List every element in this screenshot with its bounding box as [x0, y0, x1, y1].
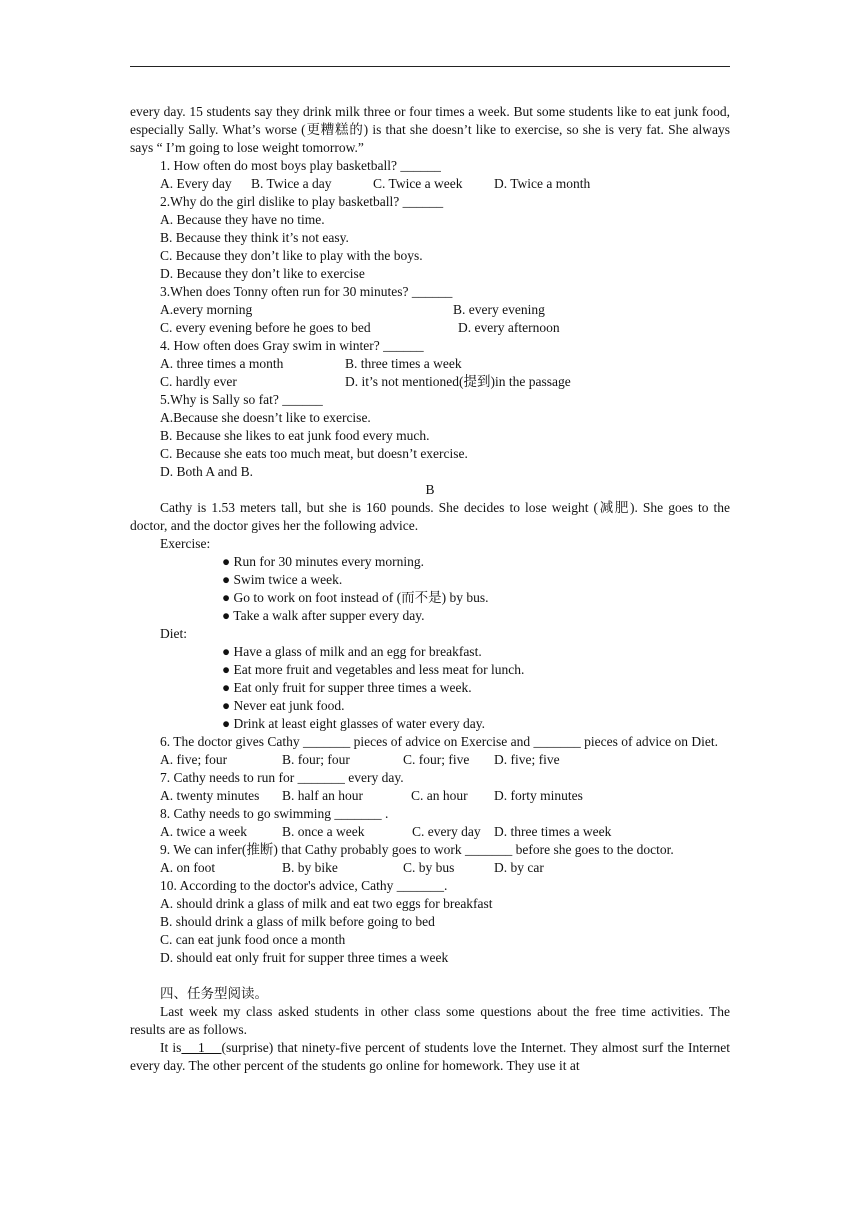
exercise-item: ● Go to work on foot instead of (而不是) by bus.: [222, 590, 489, 605]
question-4-options-row1: [130, 355, 730, 373]
question-3: 3.When does Tonny often run for 30 minutes? ______: [160, 284, 453, 299]
option-b: B. once a week: [282, 824, 365, 839]
question-5-option-c: C. Because she eats too much meat, but doesn’t exercise.: [160, 446, 468, 461]
section-b-intro: Cathy is 1.53 meters tall, but she is 160 pounds. She decides to lose weight (减肥). She goes to the doctor, and the doctor gives her the following advice.: [130, 500, 730, 533]
option-b: B. Twice a day: [251, 176, 332, 191]
paragraph-2-rest: (surprise) that ninety-five percent of students love the Internet. They almost surf the Internet every day. The other percent of the students go online for homework. They use it at: [130, 1040, 730, 1073]
question-10: 10. According to the doctor's advice, Cathy _______.: [160, 878, 448, 893]
option-b: B. four; four: [282, 752, 350, 767]
option-c: C. hardly ever: [160, 374, 237, 389]
option-c: C. by bus: [403, 860, 455, 875]
option-b: B. half an hour: [282, 788, 363, 803]
question-10-option-b: B. should drink a glass of milk before going to bed: [160, 914, 435, 929]
option-d: D. by car: [494, 860, 544, 875]
diet-item: ● Eat only fruit for supper three times a week.: [222, 680, 472, 695]
exercise-item: ● Swim twice a week.: [222, 572, 343, 587]
section-4-paragraph-1: Last week my class asked students in other class some questions about the free time activities. The results are as follows.: [130, 1004, 730, 1037]
section-4-paragraph-2: [130, 1039, 730, 1075]
option-b: B. three times a week: [345, 356, 462, 371]
section-4-heading: 四、任务型阅读。: [160, 986, 268, 1001]
option-c: C. every day: [412, 824, 481, 839]
question-6-options: [130, 751, 730, 769]
diet-item: ● Have a glass of milk and an egg for breakfast.: [222, 644, 482, 659]
option-b: B. every evening: [453, 302, 545, 317]
question-2-option-b: B. Because they think it’s not easy.: [160, 230, 349, 245]
question-10-option-c: C. can eat junk food once a month: [160, 932, 346, 947]
question-5-option-d: D. Both A and B.: [160, 464, 254, 479]
question-3-options-row1: [130, 301, 730, 319]
question-4: 4. How often does Gray swim in winter? ______: [160, 338, 424, 353]
question-1-options: [130, 175, 730, 193]
question-1: 1. How often do most boys play basketball? ______: [160, 158, 441, 173]
option-d: D. every afternoon: [458, 320, 560, 335]
question-5-option-b: B. Because she likes to eat junk food every much.: [160, 428, 430, 443]
question-2-option-d: D. Because they don’t like to exercise: [160, 266, 365, 281]
question-6: 6. The doctor gives Cathy _______ pieces of advice on Exercise and _______ pieces of advice on Diet.: [160, 734, 718, 749]
question-10-option-d: D. should eat only fruit for supper three times a week: [160, 950, 449, 965]
option-d: D. Twice a month: [494, 176, 591, 191]
diet-label: Diet:: [160, 626, 187, 641]
option-a: A. on foot: [160, 860, 216, 875]
question-2-option-c: C. Because they don’t like to play with the boys.: [160, 248, 423, 263]
diet-item: ● Eat more fruit and vegetables and less meat for lunch.: [222, 662, 525, 677]
option-a: A. twenty minutes: [160, 788, 260, 803]
question-2-option-a: A. Because they have no time.: [160, 212, 325, 227]
question-7: 7. Cathy needs to run for _______ every day.: [160, 770, 404, 785]
question-7-options: [130, 787, 730, 805]
exercise-item: ● Take a walk after supper every day.: [222, 608, 425, 623]
section-b-heading: B: [425, 482, 435, 497]
blank-1: 1: [181, 1040, 222, 1055]
diet-item: ● Never eat junk food.: [222, 698, 345, 713]
question-8-options: [130, 823, 730, 841]
passage-a-ending: every day. 15 students say they drink milk three or four times a week. But some students like to eat junk food, especially Sally. What’s worse (更糟糕的) is that she doesn’t like to exercise, so she is very fat. She always says “ I’m going to lose weight tomorrow.”: [130, 104, 730, 155]
option-c: C. an hour: [411, 788, 468, 803]
exercise-item: ● Run for 30 minutes every morning.: [222, 554, 424, 569]
option-a: A.every morning: [160, 302, 253, 317]
question-2: 2.Why do the girl dislike to play basketball? ______: [160, 194, 444, 209]
option-a: A. twice a week: [160, 824, 247, 839]
option-c: C. every evening before he goes to bed: [160, 320, 371, 335]
option-d: D. forty minutes: [494, 788, 583, 803]
question-3-options-row2: [130, 319, 730, 337]
paragraph-2-start: It is: [160, 1040, 182, 1055]
question-5-option-a: A.Because she doesn’t like to exercise.: [160, 410, 371, 425]
exercise-label: Exercise:: [160, 536, 211, 551]
question-5: 5.Why is Sally so fat? ______: [160, 392, 323, 407]
option-a: A. five; four: [160, 752, 228, 767]
option-d: D. it’s not mentioned(提到)in the passage: [345, 374, 571, 389]
diet-item: ● Drink at least eight glasses of water every day.: [222, 716, 485, 731]
option-c: C. Twice a week: [373, 176, 463, 191]
question-10-option-a: A. should drink a glass of milk and eat two eggs for breakfast: [160, 896, 493, 911]
question-4-options-row2: [130, 373, 730, 391]
question-9-options: [130, 859, 730, 877]
header-rule: [130, 66, 730, 67]
option-b: B. by bike: [282, 860, 338, 875]
question-8: 8. Cathy needs to go swimming _______ .: [160, 806, 389, 821]
option-a: A. three times a month: [160, 356, 284, 371]
option-c: C. four; five: [403, 752, 470, 767]
option-a: A. Every day: [160, 176, 232, 191]
question-9: 9. We can infer(推断) that Cathy probably goes to work _______ before she goes to the doctor.: [160, 842, 674, 857]
option-d: D. five; five: [494, 752, 560, 767]
option-d: D. three times a week: [494, 824, 612, 839]
page-content: [130, 103, 730, 1075]
